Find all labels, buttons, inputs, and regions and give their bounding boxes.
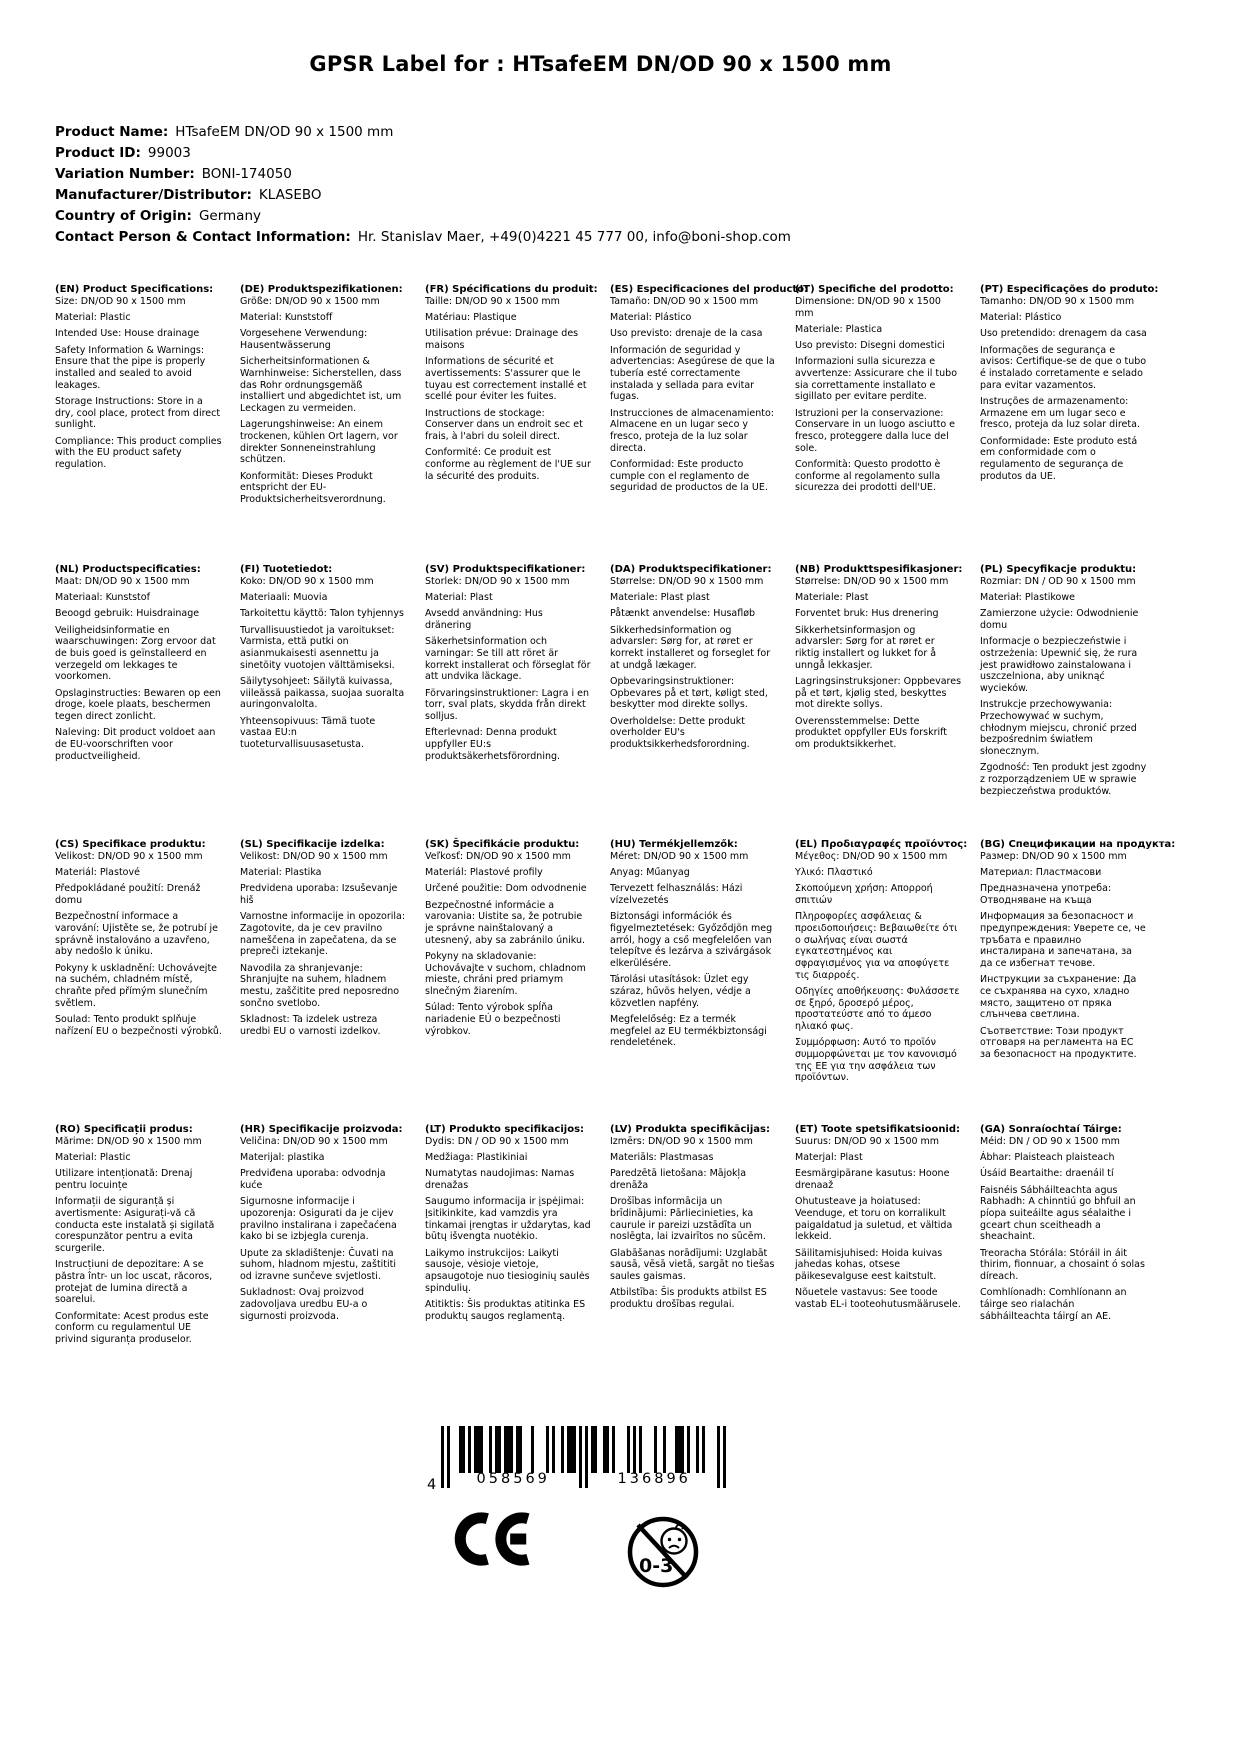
product-info-label: Manufacturer/Distributor: [55,187,252,203]
spec-paragraph: Maat: DN/OD 90 x 1500 mm [55,576,190,587]
spec-paragraph: Påtænkt anvendelse: Husafløb [610,608,756,620]
spec-heading: (FI) Tuotetiedot: [240,564,333,575]
spec-block-da [610,564,795,839]
spec-block-cs [55,839,240,1124]
spec-paragraph: Intended Use: House drainage [55,328,200,340]
spec-paragraph: Tervezett felhasználás: Házi vízelvezetés [610,883,743,907]
spec-block-sv [425,564,610,839]
spec-paragraph: Efterlevnad: Denna produkt uppfyller EU:s produktsäkerhetsförordning. [425,727,561,762]
product-info-line [55,227,1221,248]
spec-paragraph: Eesmärgipärane kasutus: Hoone drenaaž [795,1168,950,1192]
spec-paragraph: Sikkerhetsinformasjon og advarsler: Sørg for at røret er riktig installert og lukket for å unngå lekkasjer. [795,624,937,671]
spec-heading: (NB) Produkttspesifikasjoner: [795,564,963,575]
spec-block-pt [980,284,1165,564]
age-warning-label: 0-3 [639,1554,674,1577]
spec-block-nb [795,564,980,839]
spec-paragraph: Instrucțiuni de depozitare: A se păstra într- un loc uscat, răcoros, protejat de lumina directă a soarelui. [55,1259,213,1306]
spec-block-fi [240,564,425,839]
spec-paragraph: Lagringsinstruksjoner: Oppbevares på et tørt, kjølig sted, beskyttes mot direkte sollys. [795,675,962,711]
spec-paragraph: Materiał: Plastikowe [980,592,1075,604]
spec-paragraph: Velikost: DN/OD 90 x 1500 mm [240,851,388,862]
spec-paragraph: Matériau: Plastique [425,312,517,324]
spec-paragraph: Velikost: DN/OD 90 x 1500 mm [55,851,203,862]
product-info-value: 99003 [147,145,191,161]
spec-paragraph: Saugumo informacija ir įspėjimai: Įsitikinkite, kad vamzdis yra tinkamai įrengtas ir uždarytas, kad būtų išvengta nuotėkio. [425,1196,591,1243]
spec-paragraph: Pokyny na skladovanie: Uchovávajte v suchom, chladnom mieste, chráni pred priamym slnečným žiarením. [425,950,586,998]
spec-heading: (ES) Especificaciones del producto: [610,284,809,295]
spec-paragraph: Sicherheitsinformationen & Warnhinweise: Sicherstellen, dass das Rohr ordnungsgemäß installiert und abgedichtet ist, um Leckagen zu vermeiden. [240,356,402,415]
age-warning-0-3-icon [625,1508,701,1594]
spec-paragraph: Størrelse: DN/OD 90 x 1500 mm [610,576,764,587]
product-info-value: BONI-174050 [201,166,292,182]
barcode-first-digit: 4 [427,1476,437,1493]
product-info-line [55,185,1221,206]
spec-paragraph: Overensstemmelse: Dette produktet oppfyller EUs forskrift om produktsikkerhet. [795,715,948,750]
spec-paragraph: Treoracha Stórála: Stóráil in áit thirim, fionnuar, a chosaint ó solas díreach. [980,1247,1145,1283]
product-info-line [55,122,1221,143]
spec-paragraph: Uso previsto: Disegni domestici [795,340,945,352]
spec-paragraph: Suurus: DN/OD 90 x 1500 mm [795,1136,940,1147]
spec-heading: (NL) Productspecificaties: [55,564,201,575]
spec-paragraph: Vorgesehene Verwendung: Hausentwässerung [240,328,368,352]
spec-block-lv [610,1124,795,1346]
spec-paragraph: Conformitate: Acest produs este conform cu regulamentul UE privind siguranța produselor. [55,1310,209,1346]
spec-paragraph: Méid: DN / OD 90 x 1500 mm [980,1136,1120,1147]
spec-paragraph: Material: Plastic [55,1152,131,1164]
ce-mark-icon [445,1508,533,1570]
spec-paragraph: Drošības informācija un brīdinājumi: Pārliecinieties, ka caurule ir pareizi uzstādīta un noslēgta, lai izvairītos no sūcēm. [610,1196,766,1243]
spec-paragraph: Materiál: Plastové [55,867,140,879]
spec-paragraph: Bezpečnostní informace a varování: Ujistěte se, že potrubí je správně instalováno a uzavřeno, aby nedošlo k úniku. [55,911,218,958]
spec-paragraph: Faisnéis Sábháilteachta agus Rabhadh: A chinntiú go bhfuil an píopa suiteáilte agus séalaithe i gceart chun sceitheadh a sheachaint. [980,1184,1136,1243]
spec-grid [55,284,1221,1346]
spec-paragraph: Avsedd användning: Hus dränering [425,608,543,632]
spec-paragraph: Materiale: Plast plast [610,592,710,604]
spec-paragraph: Säilitamisjuhised: Hoida kuivas jahedas kohas, otsese päikesevalguse eest kaitstult. [795,1247,943,1283]
spec-paragraph: Съответствие: Този продукт отговаря на регламента на ЕС за безопасност на продуктите. [980,1025,1137,1061]
spec-paragraph: Skladnost: Ta izdelek ustreza uredbi EU o varnosti izdelkov. [240,1013,381,1037]
spec-paragraph: Uso previsto: drenaje de la casa [610,328,763,340]
spec-paragraph: Turvallisuustiedot ja varoitukset: Varmista, että putki on asianmukaisesti asennettu ja sinetöity vuotojen välttämiseksi. [240,624,395,671]
spec-block-ga [980,1124,1165,1346]
spec-heading: (RO) Specificații produs: [55,1124,193,1135]
spec-heading: (LV) Produkta specifikācijas: [610,1124,770,1135]
spec-paragraph: Instructions de stockage: Conserver dans un endroit sec et frais, à l'abri du soleil direct. [425,407,583,443]
spec-paragraph: Veľkosť: DN/OD 90 x 1500 mm [425,851,571,862]
spec-paragraph: Conformidad: Este producto cumple con el reglamento de seguridad de productos de la UE. [610,458,768,494]
spec-heading: (EN) Product Specifications: [55,284,214,295]
spec-paragraph: Πληροφορίες ασφάλειας & προειδοποιήσεις: Βεβαιωθείτε ότι ο σωλήνας είναι σωστά εγκατεστημένος και σφραγισμένος για να αποφύγετε τις διαρροές. [795,911,958,981]
spec-paragraph: Säkerhetsinformation och varningar: Se till att röret är korrekt installerat och förseglat för att undvika läckage. [425,636,591,683]
spec-paragraph: Soulad: Tento produkt splňuje nařízení EU o bezpečnosti výrobků. [55,1013,222,1037]
spec-heading: (HR) Specifikacije proizvoda: [240,1124,403,1135]
spec-paragraph: Μέγεθος: DN/OD 90 x 1500 mm [795,851,948,862]
spec-paragraph: Paredzētā lietošana: Mājokļa drenāža [610,1168,747,1192]
spec-paragraph: Storage Instructions: Store in a dry, cool place, protect from direct sunlight. [55,395,221,431]
product-info-label: Product ID: [55,145,141,161]
spec-block-nl [55,564,240,839]
spec-paragraph: Safety Information & Warnings: Ensure that the pipe is properly installed and sealed to avoid leakages. [55,344,206,391]
spec-paragraph: Materjal: Plast [795,1152,863,1164]
spec-block-ro [55,1124,240,1346]
spec-paragraph: Materiāls: Plastmasas [610,1152,714,1164]
product-info-value: KLASEBO [258,187,322,203]
spec-paragraph: Tamaño: DN/OD 90 x 1500 mm [610,296,759,307]
spec-paragraph: Bezpečnostné informácie a varovania: Uistite sa, že potrubie je správne nainštalovaný a utesnený, aby sa zabránilo úniku. [425,899,586,946]
spec-block-lt [425,1124,610,1346]
spec-heading: (PT) Especificações do produto: [980,284,1159,295]
spec-paragraph: Upute za skladištenje: Čuvati na suhom, hladnom mjestu, zaštititi od izravne sunčeve svjetlosti. [240,1247,397,1283]
spec-paragraph: Materiaal: Kunststof [55,592,150,604]
barcode [427,1426,767,1492]
spec-paragraph: Material: Kunststoff [240,312,333,324]
spec-block-de [240,284,425,564]
spec-paragraph: Veiligheidsinformatie en waarschuwingen: Zorg ervoor dat de buis goed is geïnstalleerd en verzegeld om lekkages te voorkomen. [55,624,216,683]
spec-paragraph: Sikkerhedsinformation og advarsler: Sørg for, at røret er korrekt installeret og forseglet for at undgå lækager. [610,624,771,671]
product-info-label: Country of Origin: [55,208,192,224]
spec-paragraph: Dydis: DN / OD 90 x 1500 mm [425,1136,569,1147]
product-info-line [55,143,1221,164]
spec-paragraph: Informacje o bezpieczeństwie i ostrzeżenia: Upewnić się, że rura jest prawidłowo zainstalowana i uszczelniona, aby uniknąć wycieków. [980,636,1138,695]
spec-block-hr [240,1124,425,1346]
spec-paragraph: Předpokládané použití: Drenáž domu [55,883,201,907]
spec-paragraph: Compliance: This product complies with the EU product safety regulation. [55,435,222,470]
page-title: GPSR Label for : HTsafeEM DN/OD 90 x 1500 mm [309,52,892,76]
spec-block-hu [610,839,795,1124]
spec-paragraph: Overholdelse: Dette produkt overholder EU's produktsikkerhedsforordning. [610,715,750,750]
spec-heading: (CS) Specifikace produktu: [55,839,206,850]
spec-paragraph: Dimensione: DN/OD 90 x 1500 mm [795,296,941,319]
spec-paragraph: Størrelse: DN/OD 90 x 1500 mm [795,576,949,587]
product-info-label: Product Name: [55,124,169,140]
spec-paragraph: Méret: DN/OD 90 x 1500 mm [610,851,749,862]
spec-heading: (FR) Spécifications du produit: [425,284,598,295]
spec-block-fr [425,284,610,564]
spec-paragraph: Anyag: Műanyag [610,867,690,879]
spec-paragraph: Konformität: Dieses Produkt entspricht der EU-Produktsicherheitsverordnung. [240,470,386,506]
spec-block-pl [980,564,1165,839]
spec-paragraph: Informations de sécurité et avertissements: S'assurer que le tuyau est correctement installé et scellé pour éviter les fuites. [425,356,587,403]
spec-paragraph: Koko: DN/OD 90 x 1500 mm [240,576,374,587]
spec-paragraph: Información de seguridad y advertencias: Asegúrese de que la tubería esté correctamente instalada y sellada para evitar fugas. [610,344,775,403]
spec-paragraph: Pokyny k uskladnění: Uchovávejte na suchém, chladném místě, chraňte před přímým slunečním světlem. [55,962,218,1009]
spec-paragraph: Tarkoitettu käyttö: Talon tyhjennys [240,608,404,620]
spec-paragraph: Материал: Пластмасови [980,867,1102,879]
spec-heading: (SL) Specifikacije izdelka: [240,839,385,850]
spec-paragraph: Tamanho: DN/OD 90 x 1500 mm [980,296,1135,307]
spec-paragraph: Predvidena uporaba: Izsuševanje hiš [240,883,398,907]
barcode-right-digits: 136896 [617,1470,691,1487]
symbols-row [427,1508,767,1594]
spec-paragraph: Forventet bruk: Hus drenering [795,608,939,620]
product-info-label: Variation Number: [55,166,195,182]
spec-paragraph: Materiale: Plast [795,592,869,604]
spec-paragraph: Σκοπούμενη χρήση: Απορροή σπιτιών [795,883,933,907]
spec-paragraph: Určené použitie: Dom odvodnenie [425,883,587,895]
product-info-line [55,206,1221,227]
spec-heading: (GA) Sonraíochtaí Táirge: [980,1124,1122,1135]
spec-paragraph: Ohutusteave ja hoiatused: Veenduge, et toru on korralikult paigaldatud ja suletud, et vältida lekkeid. [795,1196,953,1243]
spec-paragraph: Sukladnost: Ovaj proizvod zadovoljava uredbu EU-a o sigurnosti proizvoda. [240,1287,368,1322]
spec-paragraph: Uso pretendido: drenagem da casa [980,328,1147,340]
spec-paragraph: Material: Plástico [610,312,692,324]
spec-heading: (SV) Produktspecifikationer: [425,564,586,575]
spec-paragraph: Conformidade: Este produto está em conformidade com o regulamento de segurança de produtos da UE. [980,435,1138,482]
product-info-line [55,164,1221,185]
spec-block-sk [425,839,610,1124]
spec-paragraph: Sigurnosne informacije i upozorenja: Osigurati da je cijev pravilno instalirana i zapečaćena kako bi se izbjegla curenja. [240,1196,397,1243]
spec-block-it [795,284,980,564]
spec-paragraph: Größe: DN/OD 90 x 1500 mm [240,296,380,307]
product-info-label: Contact Person & Contact Information: [55,229,351,245]
spec-paragraph: Veličina: DN/OD 90 x 1500 mm [240,1136,388,1147]
spec-paragraph: Предназначена употреба: Отводняване на къща [980,883,1112,907]
spec-paragraph: Megfelelőség: Ez a termék megfelel az EU termékbiztonsági rendeletének. [610,1013,767,1049]
spec-paragraph: Utilizare intenționată: Drenaj pentru locuințe [55,1168,193,1192]
spec-paragraph: Izmērs: DN/OD 90 x 1500 mm [610,1136,753,1147]
spec-heading: (IT) Specifiche del prodotto: [795,284,954,295]
spec-paragraph: Materiál: Plastové profily [425,867,543,879]
spec-paragraph: Taille: DN/OD 90 x 1500 mm [425,296,560,307]
spec-paragraph: Material: Plastika [240,867,322,879]
spec-paragraph: Material: Plástico [980,312,1062,324]
spec-heading: (DA) Produktspecifikationer: [610,564,772,575]
spec-paragraph: Materijal: plastika [240,1152,325,1164]
spec-paragraph: Zamierzone użycie: Odwodnienie domu [980,608,1139,632]
spec-paragraph: Informações de segurança e avisos: Certifique-se de que o tubo é instalado corretamente e selado para evitar vazamentos. [980,344,1147,391]
spec-heading: (LT) Produkto specifikacijos: [425,1124,585,1135]
spec-paragraph: Súlad: Tento výrobok spĺňa nariadenie EÚ o bezpečnosti výrobkov. [425,1002,561,1037]
spec-block-es [610,284,809,564]
spec-paragraph: Информация за безопасност и предупреждения: Уверете се, че тръбата е правилно инсталирана и запечатана, за да се избегнат течове. [980,911,1146,970]
spec-paragraph: Conformité: Ce produit est conforme au règlement de l'UE sur la sécurité des produits. [425,447,591,482]
spec-paragraph: Инструкции за съхранение: Да се съхранява на сухо, хладно място, защитено от пряка слънчева светлина. [980,974,1137,1021]
spec-paragraph: Instrucciones de almacenamiento: Almacene en un lugar seco y fresco, proteja de la luz solar directa. [610,407,774,454]
spec-heading: (SK) Špecifikácie produktu: [425,839,580,850]
barcode-bars-wrap [441,1426,726,1492]
spec-paragraph: Размер: DN/OD 90 x 1500 mm [980,851,1127,862]
spec-paragraph: Υλικό: Πλαστικό [795,867,873,879]
spec-paragraph: Zgodność: Ten produkt jest zgodny z rozporządzeniem UE w sprawie bezpieczeństwa produktów. [980,762,1147,797]
spec-paragraph: Materiale: Plastica [795,323,883,335]
spec-paragraph: Informații de siguranță și avertismente: Asigurați-vă că conducta este instalată și sigilată corespunzător pentru a evita scurgerile. [55,1196,215,1255]
spec-paragraph: Tárolási utasítások: Üzlet egy száraz, hűvös helyen, védje a közvetlen napfény. [610,974,751,1009]
spec-block-bg [980,839,1176,1124]
spec-paragraph: Atitiktis: Šis produktas atitinka ES produktų saugos reglamentą. [425,1298,586,1322]
spec-block-et [795,1124,980,1346]
spec-paragraph: Predviđena uporaba: odvodnja kuće [240,1168,386,1192]
spec-paragraph: Instrukcje przechowywania: Przechowywać w suchym, chłodnym miejscu, chronić przed bezpośrednim światłem słonecznym. [980,699,1137,758]
spec-paragraph: Atbilstība: Šis produkts atbilst ES produktu drošības regulai. [610,1287,767,1310]
spec-heading: (HU) Termékjellemzők: [610,839,738,850]
spec-paragraph: Material: Plastic [55,312,131,324]
spec-heading: (ET) Toote spetsifikatsioonid: [795,1124,961,1135]
spec-paragraph: Numatytas naudojimas: Namas drenažas [425,1168,575,1192]
spec-paragraph: Nõuetele vastavus: See toode vastab EL-i tooteohutusmäärusele. [795,1287,961,1310]
spec-paragraph: Biztonsági információk és figyelmeztetések: Győződjön meg arról, hogy a cső megfelelően van telepítve és lezárva a szivárgások elkerülésére. [610,911,773,970]
spec-paragraph: Lagerungshinweise: An einem trockenen, kühlen Ort lagern, vor direkter Sonneneinstrahlung schützen. [240,419,398,466]
spec-paragraph: Material: Plast [425,592,493,604]
spec-paragraph: Laikymo instrukcijos: Laikyti sausoje, vėsioje vietoje, apsaugotoje nuo tiesioginių saulės spindulių. [425,1247,590,1294]
spec-paragraph: Size: DN/OD 90 x 1500 mm [55,296,186,307]
spec-paragraph: Úsáid Beartaithe: draenáil tí [980,1168,1114,1180]
spec-paragraph: Συμμόρφωση: Αυτό το προϊόν συμμορφώνεται με τον κανονισμό της ΕΕ για την ασφάλεια των προϊόντων. [795,1037,957,1084]
spec-paragraph: Ábhar: Plaisteach plaisteach [980,1152,1115,1164]
barcode-left-digits: 058569 [476,1470,550,1487]
spec-paragraph: Informazioni sulla sicurezza e avvertenze: Assicurare che il tubo sia correttamente installato e sigillato per evitare perdite. [795,356,958,403]
spec-paragraph: Storlek: DN/OD 90 x 1500 mm [425,576,570,587]
product-info-value: HTsafeEM DN/OD 90 x 1500 mm [175,124,394,140]
spec-paragraph: Mărime: DN/OD 90 x 1500 mm [55,1136,202,1147]
spec-paragraph: Utilisation prévue: Drainage des maisons [425,328,579,352]
spec-paragraph: Naleving: Dit product voldoet aan de EU-voorschriften voor productveiligheid. [55,727,216,762]
spec-paragraph: Comhlíonadh: Comhlíonann an táirge seo rialachán sábháilteachta táirgí an AE. [980,1287,1127,1322]
spec-block-sl [240,839,425,1124]
spec-paragraph: Opslaginstructies: Bewaren op een droge, koele plaats, beschermen tegen direct zonlicht. [55,687,221,723]
product-info-value: Hr. Stanislav Maer, +49(0)4221 45 777 00, info@boni-shop.com [357,229,791,245]
spec-heading: (EL) Προδιαγραφές προϊόντος: [795,839,968,850]
spec-paragraph: Οδηγίες αποθήκευσης: Φυλάσσετε σε ξηρό, δροσερό μέρος, προστατεύστε από το άμεσο ηλιακό φως. [795,986,960,1033]
spec-heading: (BG) Спецификации на продукта: [980,839,1176,850]
spec-heading: (DE) Produktspezifikationen: [240,284,403,295]
spec-paragraph: Navodila za shranjevanje: Shranjujte na suhem, hladnem mestu, zaščitite pred neposredno sončno svetlobo. [240,962,400,1009]
product-info-value: Germany [198,208,261,224]
spec-paragraph: Förvaringsinstruktioner: Lagra i en torr, sval plats, skydda från direkt solljus. [425,687,590,723]
spec-paragraph: Materiaali: Muovia [240,592,328,604]
spec-paragraph: Opbevaringsinstruktioner: Opbevares på et tørt, køligt sted, beskytter mod direkte sollys. [610,675,768,711]
spec-paragraph: Yhteensopivuus: Tämä tuote vastaa EU:n tuoteturvallisuusasetusta. [240,715,376,750]
spec-paragraph: Medžiaga: Plastikiniai [425,1152,528,1164]
spec-paragraph: Istruzioni per la conservazione: Conservare in un luogo asciutto e fresco, proteggere dalla luce del sole. [795,407,956,454]
spec-paragraph: Varnostne informacije in opozorila: Zagotovite, da je cev pravilno nameščena in zapečatena, da se prepreči iztekanje. [240,911,406,958]
spec-heading: (PL) Specyfikacje produktu: [980,564,1137,575]
spec-paragraph: Säilytysohjeet: Säilytä kuivassa, viileässä paikassa, suojaa suoralta auringonvalolta. [240,675,405,711]
baby-face-icon [662,1528,687,1553]
spec-paragraph: Beoogd gebruik: Huisdrainage [55,608,200,620]
spec-paragraph: Instruções de armazenamento: Armazene em um lugar seco e fresco, proteja da luz solar direta. [980,395,1140,431]
spec-block-el [795,839,980,1124]
spec-paragraph: Glabāšanas norādījumi: Uzglabāt sausā, vēsā vietā, sargāt no tiešas saules gaismas. [610,1247,775,1283]
spec-paragraph: Rozmiar: DN / OD 90 x 1500 mm [980,576,1136,587]
spec-paragraph: Conformità: Questo prodotto è conforme al regolamento sulla sicurezza dei prodotti dell'UE. [795,458,941,494]
product-info [55,122,1221,248]
spec-block-en [55,284,240,564]
bottom-section [427,1426,767,1594]
